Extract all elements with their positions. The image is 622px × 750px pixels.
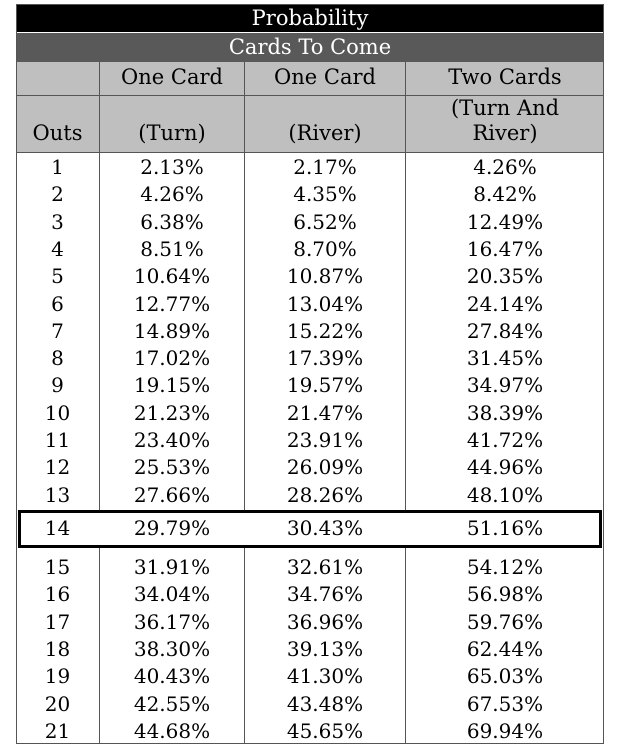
cell-river: 21.47% <box>286 400 364 425</box>
cell-turn-and-river: 27.84% <box>466 318 544 343</box>
cell-river: 17.39% <box>286 346 364 371</box>
cell-turn: 38.30% <box>133 636 211 661</box>
cell-river: 30.43% <box>286 516 364 540</box>
cell-turn-and-river: 4.26% <box>473 155 537 179</box>
cell-turn-and-river: 69.94% <box>466 718 544 743</box>
cell-outs: 3 <box>51 209 64 234</box>
cell-river: 8.70% <box>293 236 357 261</box>
header-river: (River) <box>288 121 362 145</box>
cell-turn-and-river: 20.35% <box>466 264 544 289</box>
cell-outs: 13 <box>44 482 71 507</box>
cell-river: 36.96% <box>286 609 364 634</box>
cell-river: 32.61% <box>286 555 364 579</box>
cell-river: 39.13% <box>286 636 364 661</box>
cell-outs: 8 <box>51 346 64 371</box>
cell-turn: 12.77% <box>133 291 211 316</box>
divider <box>16 95 604 96</box>
cell-outs: 4 <box>51 236 64 261</box>
cell-outs: 6 <box>51 291 64 316</box>
header-one-card-river: One Card <box>274 65 376 89</box>
cell-turn-and-river: 24.14% <box>466 291 544 316</box>
table-row <box>16 345 604 372</box>
cell-turn-and-river: 67.53% <box>466 691 544 716</box>
table-row <box>16 427 604 454</box>
cell-turn: 2.13% <box>140 155 204 179</box>
table-row <box>16 236 604 263</box>
table-row <box>16 454 604 481</box>
header-turn-and-river-line1: (Turn And <box>450 96 560 120</box>
table-row <box>16 291 604 318</box>
cell-river: 10.87% <box>286 264 364 289</box>
table-row <box>16 636 604 663</box>
cell-turn: 23.40% <box>133 428 211 452</box>
cell-outs: 19 <box>44 664 71 689</box>
cell-outs: 5 <box>51 264 64 289</box>
probability-table <box>16 4 604 744</box>
cell-turn-and-river: 62.44% <box>466 636 544 661</box>
cell-turn-and-river: 51.16% <box>466 516 544 540</box>
cell-turn-and-river: 56.98% <box>466 582 544 607</box>
cell-turn: 8.51% <box>140 236 204 261</box>
table-row <box>16 209 604 236</box>
cell-turn-and-river: 38.39% <box>466 400 544 425</box>
cell-outs: 21 <box>44 718 71 743</box>
table-row <box>16 318 604 345</box>
cell-outs: 12 <box>44 455 71 480</box>
cell-river: 6.52% <box>293 209 357 234</box>
cell-outs: 9 <box>51 373 64 398</box>
cell-turn-and-river: 41.72% <box>466 428 544 452</box>
cell-turn: 44.68% <box>133 718 211 743</box>
table-title: Probability <box>16 4 604 32</box>
header-one-card-turn: One Card <box>121 65 223 89</box>
cell-turn: 4.26% <box>140 182 204 207</box>
cell-turn: 40.43% <box>133 664 211 689</box>
cell-turn-and-river: 44.96% <box>466 455 544 480</box>
cell-outs: 1 <box>51 155 64 179</box>
table-row <box>16 554 604 581</box>
cell-turn: 25.53% <box>133 455 211 480</box>
table-row <box>16 691 604 718</box>
cell-turn: 27.66% <box>133 482 211 507</box>
divider <box>16 152 604 153</box>
table-row <box>16 581 604 608</box>
cell-turn: 6.38% <box>140 209 204 234</box>
cell-turn-and-river: 34.97% <box>466 373 544 398</box>
cell-river: 23.91% <box>286 428 364 452</box>
cell-turn-and-river: 12.49% <box>466 209 544 234</box>
cell-turn-and-river: 59.76% <box>466 609 544 634</box>
header-turn-and-river-line2: River) <box>472 121 538 145</box>
cell-river: 41.30% <box>286 664 364 689</box>
cell-turn-and-river: 65.03% <box>466 664 544 689</box>
table-row <box>16 400 604 427</box>
cell-river: 13.04% <box>286 291 364 316</box>
cell-turn-and-river: 48.10% <box>466 482 544 507</box>
table-row <box>16 154 604 181</box>
cell-turn: 31.91% <box>133 555 211 579</box>
cell-turn-and-river: 16.47% <box>466 236 544 261</box>
cell-turn: 36.17% <box>133 609 211 634</box>
cell-turn: 21.23% <box>133 400 211 425</box>
cell-outs: 11 <box>44 428 71 452</box>
cell-outs: 10 <box>44 400 71 425</box>
table-row <box>16 372 604 399</box>
cell-river: 43.48% <box>286 691 364 716</box>
table-row <box>16 718 604 745</box>
cell-outs: 16 <box>44 582 71 607</box>
cell-turn: 10.64% <box>133 264 211 289</box>
cell-turn: 42.55% <box>133 691 211 716</box>
cell-outs: 14 <box>44 516 71 540</box>
cell-river: 19.57% <box>286 373 364 398</box>
table-row <box>16 263 604 290</box>
cell-turn-and-river: 8.42% <box>473 182 537 207</box>
cell-river: 4.35% <box>293 182 357 207</box>
cell-river: 28.26% <box>286 482 364 507</box>
cell-river: 15.22% <box>286 318 364 343</box>
table-row <box>16 609 604 636</box>
cell-river: 45.65% <box>286 718 364 743</box>
cell-river: 26.09% <box>286 455 364 480</box>
cell-turn-and-river: 31.45% <box>466 346 544 371</box>
cell-outs: 17 <box>44 609 71 634</box>
header-two-cards: Two Cards <box>448 65 562 89</box>
cell-turn: 19.15% <box>133 373 211 398</box>
table-subtitle: Cards To Come <box>16 33 604 62</box>
cell-river: 34.76% <box>286 582 364 607</box>
cell-turn: 17.02% <box>133 346 211 371</box>
header-turn: (Turn) <box>138 121 206 145</box>
cell-turn: 29.79% <box>133 516 211 540</box>
cell-turn: 34.04% <box>133 582 211 607</box>
cell-outs: 7 <box>51 318 64 343</box>
cell-outs: 2 <box>51 182 64 207</box>
cell-turn: 14.89% <box>133 318 211 343</box>
header-outs: Outs <box>32 121 83 145</box>
table-row <box>16 181 604 208</box>
table-row <box>16 663 604 690</box>
cell-outs: 15 <box>44 555 71 579</box>
cell-turn-and-river: 54.12% <box>466 555 544 579</box>
cell-outs: 20 <box>44 691 71 716</box>
table-row-highlighted <box>16 515 604 543</box>
table-row <box>16 482 604 509</box>
cell-outs: 18 <box>44 636 71 661</box>
cell-river: 2.17% <box>293 155 357 179</box>
